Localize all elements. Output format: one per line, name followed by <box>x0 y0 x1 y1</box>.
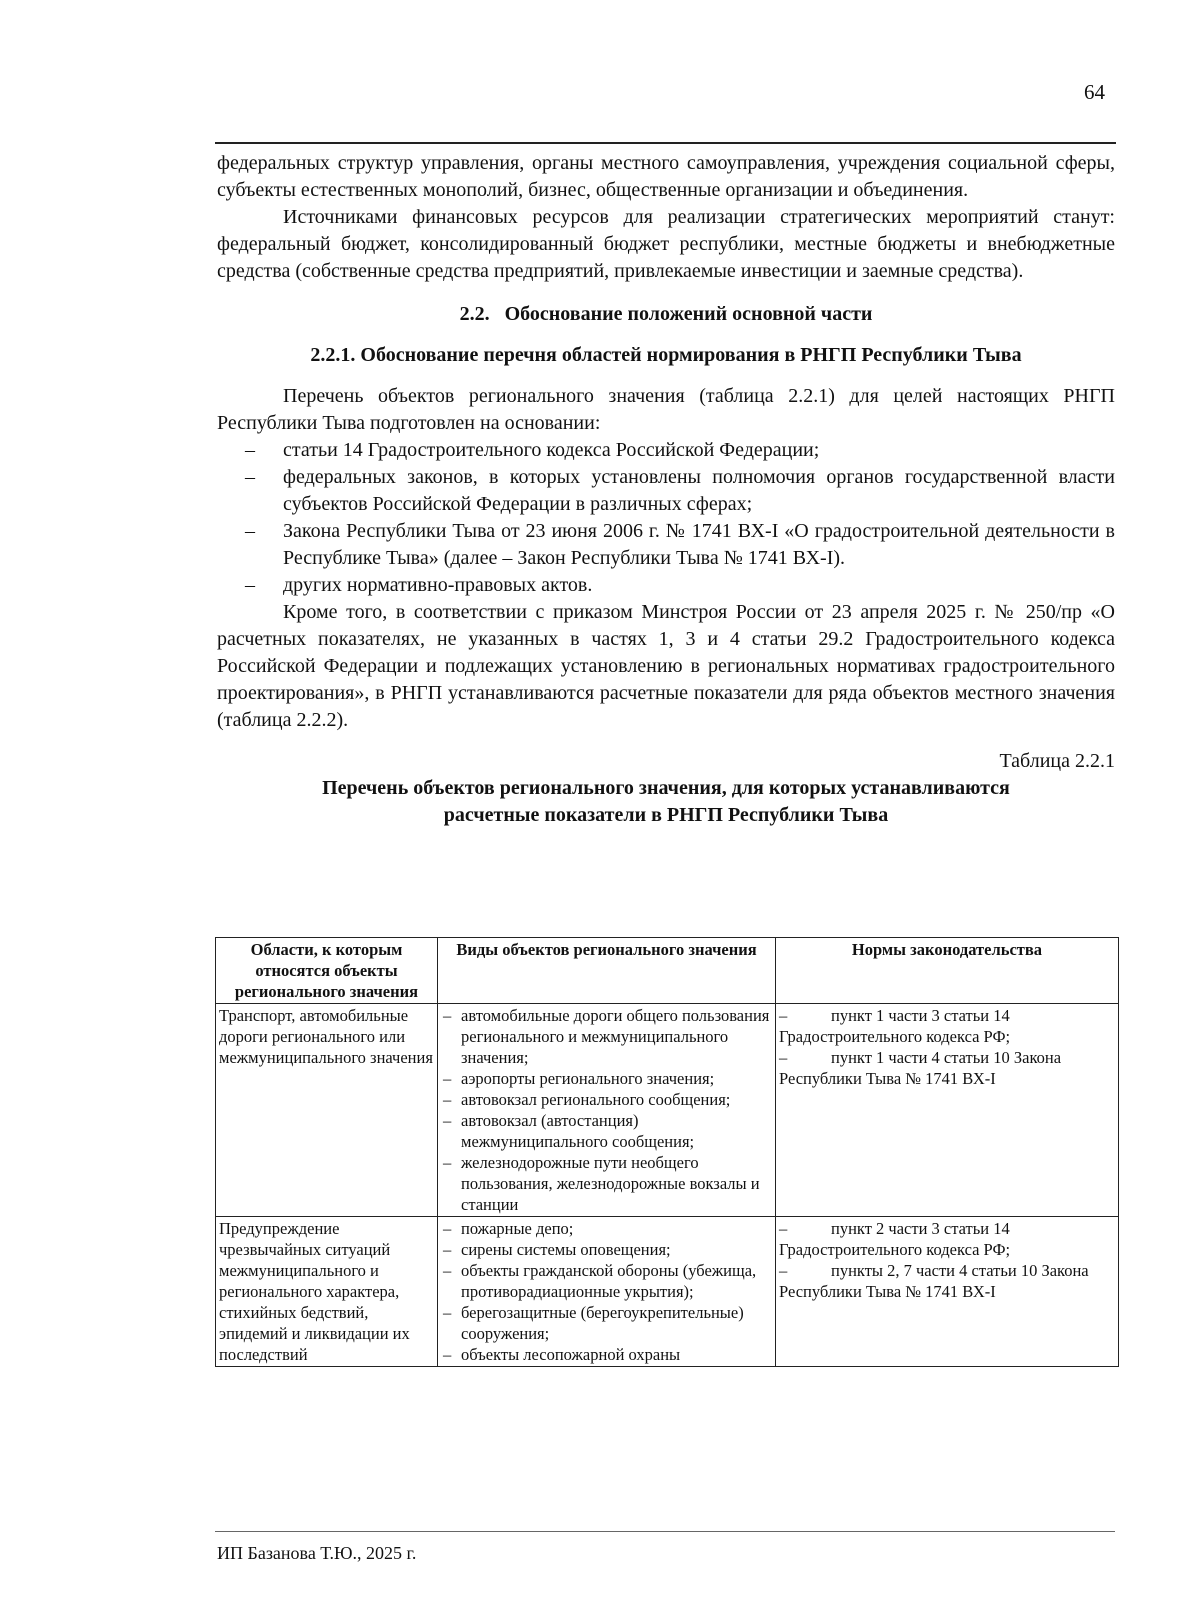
header-areas: Области, к которым относятся объекты регионального значения <box>216 938 438 1004</box>
list-item: – железнодорожные пути необщего пользования, железнодорожные вокзалы и станции <box>443 1153 760 1214</box>
header-rule <box>215 142 1116 144</box>
norm-item: – пункт 1 части 3 статьи 14 Градостроительного кодекса РФ; <box>779 1006 1011 1046</box>
list-item: – объекты лесопожарной охраны <box>443 1345 681 1364</box>
cell-objects <box>438 1217 776 1367</box>
cell-objects <box>438 1004 776 1217</box>
norm-item: – пункт 2 части 3 статьи 14 Градостроительного кодекса РФ; <box>779 1219 1011 1259</box>
intro-paragraph-1: федеральных структур управления, органы местного самоуправления, учреждения социальной сферы, субъекты естественных монополий, бизнес, общественные организации и объединения. <box>217 152 1115 201</box>
cell-area: Предупреждение чрезвычайных ситуаций межмуниципального и регионального характера, стихийных бедствий, эпидемий и ликвидации их последствий <box>216 1217 438 1367</box>
section-heading-2-2-1: 2.2.1. Обоснование перечня областей нормирования в РНГП Республики Тыва <box>310 344 1022 366</box>
list-item: – других нормативно-правовых актов. <box>245 574 593 596</box>
list-item: – аэропорты регионального значения; <box>443 1069 715 1088</box>
section-heading-2-2: 2.2. Обоснование положений основной части <box>459 303 873 325</box>
list-item: – сирены системы оповещения; <box>443 1240 671 1259</box>
closing-paragraph: Кроме того, в соответствии с приказом Минстроя России от 23 апреля 2025 г. № 250/пр «О расчетных показателях, не указанных в частях 1, 3 и 4 статьи 29.2 Градостроительного кодекса Российской Федерации и подлежащих установлению в региональных нормативах градостроительного проектирования», в РНГП устанавливаются расчетные показатели для ряда объектов местного значения (таблица 2.2.2). <box>217 601 1115 731</box>
intro-paragraph-2: Источниками финансовых ресурсов для реализации стратегических мероприятий станут: федеральный бюджет, консолидированный бюджет республики, местные бюджеты и внебюджетные средства (собственные средства предприятий, привлекаемые инвестиции и заемные средства). <box>217 206 1115 282</box>
table-row <box>216 1004 1119 1217</box>
footer-rule <box>215 1531 1115 1532</box>
list-item: – объекты гражданской обороны (убежища, противорадиационные укрытия); <box>443 1261 757 1301</box>
cell-norms <box>776 1217 1119 1367</box>
regional-objects-table <box>215 937 1119 1367</box>
basis-lead-paragraph: Перечень объектов регионального значения (таблица 2.2.1) для целей настоящих РНГП Республики Тыва подготовлен на основании: <box>217 385 1115 434</box>
list-item: – Закона Республики Тыва от 23 июня 2006 г. № 1741 ВХ-I «О градостроительной деятельности в Республике Тыва» (далее – Закон Республики Тыва № 1741 ВХ-I). <box>245 520 1115 569</box>
list-item: – автовокзал (автостанция) межмуниципального сообщения; <box>443 1111 695 1151</box>
norm-item: – пункт 1 части 4 статьи 10 Закона Республики Тыва № 1741 ВХ-I <box>779 1048 1062 1088</box>
basis-list <box>217 437 1115 599</box>
table-title-line-2: расчетные показатели в РНГП Республики Тыва <box>443 804 889 826</box>
list-item: – статьи 14 Градостроительного кодекса Российской Федерации; <box>245 439 820 461</box>
page-number: 64 <box>1084 80 1105 104</box>
header-object-types: Виды объектов регионального значения <box>438 938 776 1004</box>
footer-text: ИП Базанова Т.Ю., 2025 г. <box>217 1543 417 1563</box>
cell-norms <box>776 1004 1119 1217</box>
body-text <box>217 150 1115 829</box>
table-header-row <box>216 938 1119 1004</box>
list-item: – федеральных законов, в которых установлены полномочия органов государственной власти субъектов Российской Федерации в различных сферах; <box>245 466 1115 515</box>
header-legal-norms: Нормы законодательства <box>776 938 1119 1004</box>
list-item: – автомобильные дороги общего пользования регионального и межмуниципального значения; <box>443 1006 770 1067</box>
list-item: – автовокзал регионального сообщения; <box>443 1090 731 1109</box>
cell-area: Транспорт, автомобильные дороги регионального или межмуниципального значения <box>216 1004 438 1217</box>
table-caption: Таблица 2.2.1 <box>999 750 1115 772</box>
norm-item: – пункты 2, 7 части 4 статьи 10 Закона Республики Тыва № 1741 ВХ-I <box>779 1261 1089 1301</box>
list-item: – пожарные депо; <box>443 1219 574 1238</box>
list-item: – берегозащитные (берегоукрепительные) сооружения; <box>443 1303 744 1343</box>
table-title-line-1: Перечень объектов регионального значения, для которых устанавливаются <box>322 777 1010 799</box>
table-row <box>216 1217 1119 1367</box>
